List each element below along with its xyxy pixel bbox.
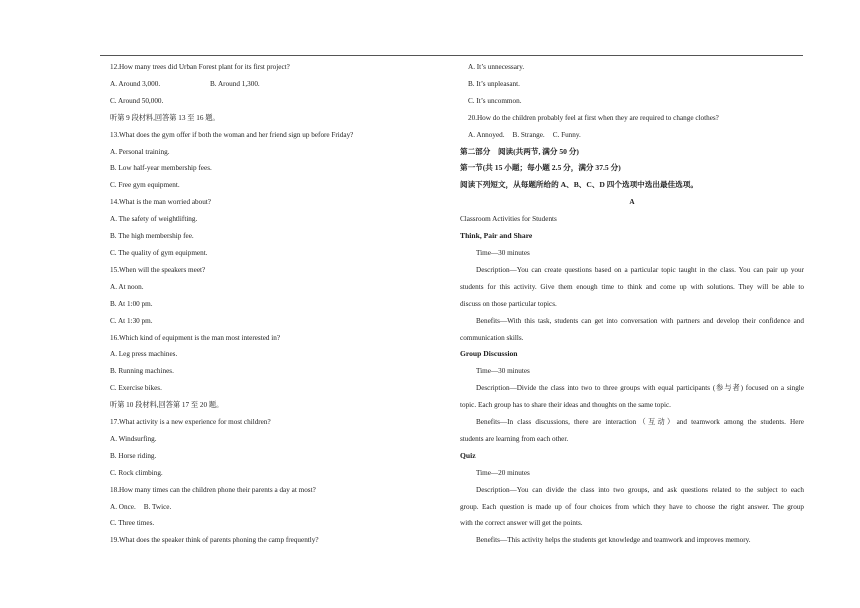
option-c: C. Rock climbing. [110,468,163,477]
option-a: A. At noon. [110,282,144,291]
question-20-options [460,127,804,144]
option-b: B. At 1:00 pm. [110,299,153,308]
part-2-title: 第二部分 阅读(共两节, 满分 50 分) [460,146,579,156]
option-c: C. It’s uncommon. [468,96,522,105]
option-a: A. Around 3,000. [110,79,161,88]
option-a: A. Once. [110,502,136,511]
left-column [110,59,445,549]
option-b: B. Horse riding. [110,451,157,460]
question-14: 14.What is the man worried about? [110,198,211,207]
option-b: B. Around 1,300. [210,79,260,88]
activity-description-line: topic. Each group has to share their ideas and thoughts on the same topic. [460,401,671,410]
question-20: 20.How do the children probably feel at first when they are required to change clothes? [468,113,719,122]
passage-title: Classroom Activities for Students [460,215,557,224]
activity-heading-quiz: Quiz [460,450,476,460]
option-b: B. Running machines. [110,367,174,376]
option-a: A. Annoyed. [468,130,505,139]
activity-benefits-line: Benefits—In class discussions, there are interaction（互动）and teamwork among the students. Here [476,418,804,427]
option-c: C. Three times. [110,519,155,528]
reading-instruction: 阅读下列短文，从每题所给的 A、B、C、D 四个选项中选出最佳选项。 [460,180,698,190]
activity-description-line: discuss on those particular topics. [460,299,557,308]
option-a: A. Personal training. [110,147,170,156]
option-c: C. The quality of gym equipment. [110,248,208,257]
activity-time: Time—20 minutes [476,468,530,477]
question-12: 12.How many trees did Urban Forest plant for its first project? [110,63,290,71]
option-b: B. Low half-year membership fees. [110,164,212,173]
option-c: C. At 1:30 pm. [110,316,153,325]
section-1-title: 第一节(共 15 小题；每小题 2.5 分，满分 37.5 分) [460,163,621,173]
option-a: A. Windsurfing. [110,434,157,443]
question-19: 19.What does the speaker think of parents phoning the camp frequently? [110,536,319,545]
option-b: B. Twice. [143,502,172,511]
question-18-options [110,499,445,516]
activity-description-line: Description—You can divide the class into two groups, and ask questions related to the subject to each [476,485,804,494]
question-18: 18.How many times can the children phone their parents a day at most? [110,485,316,494]
passage-letter: A [629,198,635,207]
activity-benefits-line: Benefits—This activity helps the students get knowledge and teamwork and improves memory. [476,536,751,545]
activity-heading-think-pair-share: Think, Pair and Share [460,231,533,241]
question-12-options [110,76,445,93]
question-13: 13.What does the gym offer if both the woman and her friend sign up before Friday? [110,130,354,139]
option-a: A. It’s unnecessary. [468,63,525,71]
activity-benefits-line: students are learning from each other. [460,434,569,443]
activity-description-line: students for this activity. Give them enough time to think and come up with solutions. They will be able to [460,282,804,291]
activity-description-line: with the correct answer will get the points. [460,519,583,528]
activity-time: Time—30 minutes [476,248,530,257]
option-c: C. Funny. [552,130,581,139]
option-c: C. Around 50,000. [110,96,164,105]
question-17: 17.What activity is a new experience for most children? [110,418,271,427]
activity-description-line: Description—Divide the class into two to three groups with equal participants (参与者) focused on a single [476,384,804,393]
question-15: 15.When will the speakers meet? [110,265,206,274]
activity-benefits-line: Benefits—With this task, students can get into conversation with partners and develop their confidence and [476,316,804,325]
activity-description-line: Description—You can create questions based on a particular topic taught in the class. You can pair up your [476,265,804,274]
activity-description-line: group. Each question is made up of four choices from which they have to choose the right answer. The group [460,502,804,511]
activity-benefits-line: communication skills. [460,333,524,342]
header-rule [100,55,803,56]
option-c: C. Free gym equipment. [110,181,180,190]
section-9-instruction: 听第 9 段材料,回答第 13 至 16 题。 [110,113,220,122]
option-b: B. The high membership fee. [110,232,194,241]
option-b: B. It’s unpleasant. [468,79,520,88]
option-c: C. Exercise bikes. [110,384,162,393]
activity-time: Time—30 minutes [476,367,530,376]
option-b: B. Strange. [512,130,545,139]
question-16: 16.Which kind of equipment is the man most interested in? [110,333,281,342]
option-a: A. Leg press machines. [110,350,178,359]
activity-heading-group-discussion: Group Discussion [460,349,518,359]
option-a: A. The safety of weightlifting. [110,215,198,224]
section-10-instruction: 听第 10 段材料,回答第 17 至 20 题。 [110,401,224,410]
right-column [460,59,804,549]
